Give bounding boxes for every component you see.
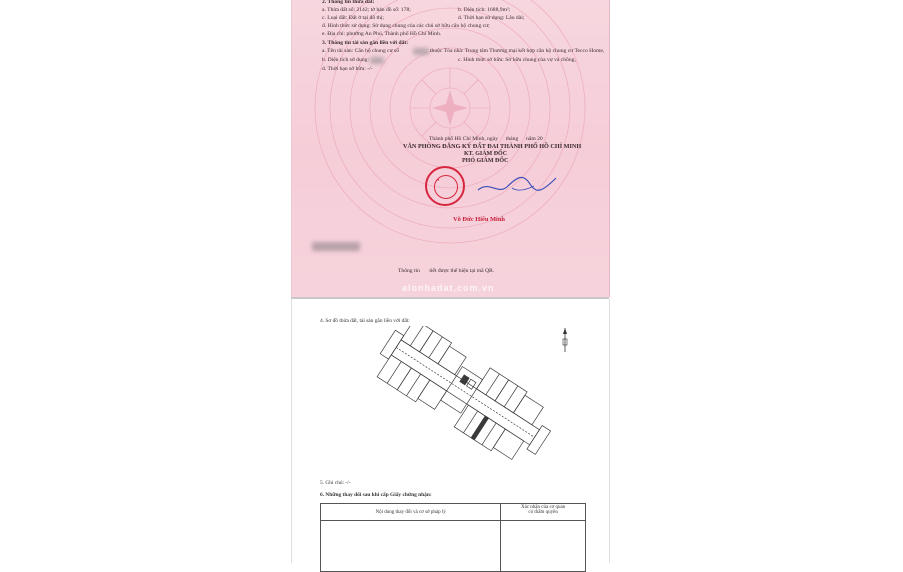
signature [472, 166, 562, 206]
section3-heading: 3. Thông tin tài sản gắn liền với đất: [322, 40, 409, 46]
ownership-term: d. Thời hạn sở hữu: -/- [322, 66, 373, 72]
section4-heading: 4. Sơ đồ thửa đất, tài sản gắn liền với đất: [320, 318, 410, 324]
ownership-form: c. Hình thức sở hữu: Sở hữu chung của vợ và chồng, [458, 57, 576, 63]
redacted-serial [312, 242, 360, 251]
area: b. Diện tích: 1688,9m²; [458, 7, 511, 13]
changes-col-content: Nội dung thay đổi và cơ sở pháp lý [321, 504, 501, 521]
asset-name-a: a. Tên tài sản: Căn hộ chung cư số [322, 48, 400, 54]
land-type: c. Loại đất: Đất ở tại đô thị; [322, 15, 384, 21]
floor-plan-diagram [360, 326, 560, 466]
usage-form: đ. Hình thức sử dụng: Sử dụng chung của các chủ sở hữu căn hộ chung cư; [322, 23, 490, 29]
changes-row-empty-confirm [501, 521, 586, 572]
place-date: Thành phố Hồ Chí Minh, ngày tháng năm 20 [429, 136, 543, 142]
usage-term: d. Thời hạn sử dụng: Lâu dài; [458, 15, 525, 21]
asset-name-b: thuộc Tòa nhà: Trung tâm Thương mại kết hợp căn hộ chung cư Tecco Home, [430, 48, 605, 54]
parcel-no: a. Thửa đất số: 2142; tờ bản đồ số: 178; [322, 7, 411, 13]
redacted-unit [413, 48, 429, 55]
signer-name: Võ Đức Hiếu Minh [453, 216, 505, 223]
qr-note: Thông tin tiết được thể hiện tại mã QR. [398, 268, 495, 274]
changes-row-empty [321, 521, 501, 572]
kt-director: KT. GIÁM ĐỐC [464, 151, 508, 157]
redacted-area [370, 57, 384, 64]
floor-area: b. Diện tích sử dụng: [322, 57, 370, 63]
changes-col-confirm: Xác nhận của cơ quan có thẩm quyền [501, 504, 586, 521]
deputy-director: PHÓ GIÁM ĐỐC [462, 158, 509, 164]
official-seal: ★ [425, 166, 465, 206]
section5-note: 5. Ghi chú: -/- [320, 480, 351, 486]
watermark: alonhadat.com.vn [402, 283, 495, 293]
section2-heading: 2. Thông tin thửa đất: [322, 0, 375, 5]
certificate-page-1 [291, 0, 610, 297]
office-name: VĂN PHÒNG ĐĂNG KÝ ĐẤT ĐAI THÀNH PHỐ HỒ CHÍ MINH [403, 143, 582, 150]
address: e. Địa chỉ: phường An Phú, Thành phố Hồ Chí Minh. [322, 31, 442, 37]
section6-heading: 6. Những thay đổi sau khi cấp Giấy chứng nhận: [320, 492, 432, 498]
changes-table [320, 503, 586, 572]
